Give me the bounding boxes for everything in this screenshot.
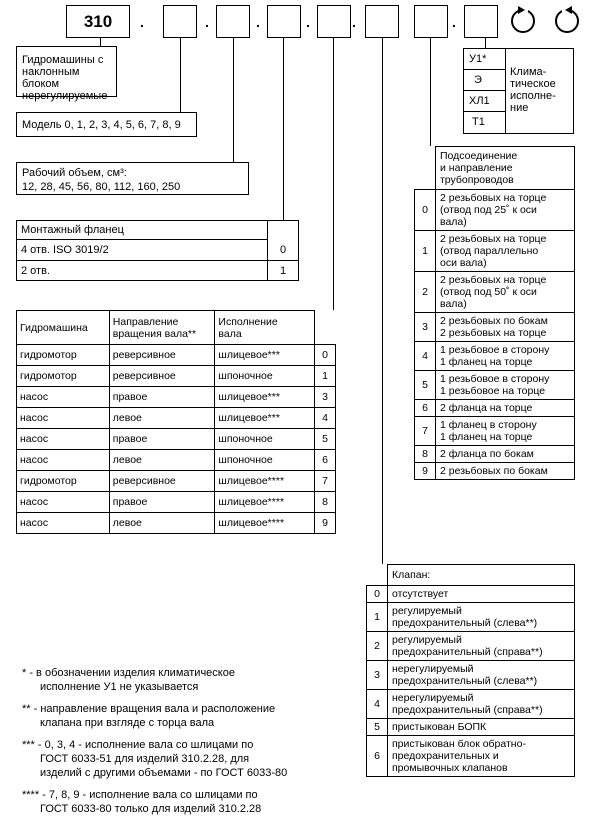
direction-cell: левое bbox=[109, 450, 215, 471]
connection-description-line: 2 фланца на торце bbox=[440, 402, 533, 414]
flange-row-code-1: 1 bbox=[279, 265, 287, 277]
connection-header-l2: и направление bbox=[440, 162, 513, 174]
shaft-cell: шпоночное bbox=[215, 450, 315, 471]
hydro-type-box bbox=[16, 46, 117, 102]
connection-code: 1 bbox=[415, 231, 436, 272]
connection-description-line: 2 резьбовых на торце bbox=[440, 274, 547, 286]
connection-description-line: 1 резьбовое в сторону bbox=[440, 373, 550, 385]
connection-table bbox=[414, 146, 575, 480]
machine-header-machine bbox=[17, 311, 110, 345]
machine-header-shaft bbox=[215, 311, 315, 345]
direction-cell: реверсивное bbox=[109, 471, 215, 492]
connection-description bbox=[436, 463, 575, 480]
code-cell: 7 bbox=[315, 471, 336, 492]
valve-description-line: нерегулируемый bbox=[392, 663, 474, 675]
connection-row bbox=[415, 342, 575, 371]
valve-description bbox=[388, 586, 575, 603]
connection-description-line: 1 резьбовое на торце bbox=[440, 385, 546, 397]
direction-cell: правое bbox=[109, 429, 215, 450]
footnote-4 bbox=[22, 788, 362, 816]
direction-cell: левое bbox=[109, 513, 215, 534]
connection-row bbox=[415, 231, 575, 272]
connection-code: 2 bbox=[415, 272, 436, 313]
valve-description-line: пристыкован блок обратно- bbox=[392, 738, 526, 750]
footnote-4-l1: **** - 7, 8, 9 - исполнение вала со шлицами по bbox=[22, 789, 258, 801]
connection-row bbox=[415, 463, 575, 480]
connection-header bbox=[436, 147, 575, 190]
code-slot-valve bbox=[365, 5, 399, 38]
valve-header: Клапан: bbox=[388, 565, 575, 586]
machine-table-row bbox=[17, 345, 336, 366]
connection-row bbox=[415, 190, 575, 231]
footnote-1-l1: * - в обозначении изделия климатическое bbox=[22, 667, 235, 679]
code-slot-connection bbox=[414, 5, 448, 38]
connection-row bbox=[415, 313, 575, 342]
machine-table-row bbox=[17, 408, 336, 429]
code-slot-climate bbox=[464, 5, 498, 38]
flange-title: Монтажный фланец bbox=[21, 224, 124, 236]
flange-row-label-0: 4 отв. ISO 3019/2 bbox=[21, 244, 109, 256]
climate-label-line1: Клима- bbox=[510, 66, 547, 78]
code-slot-model bbox=[163, 5, 197, 38]
valve-row bbox=[367, 690, 575, 719]
connection-description-line: 1 фланец на торце bbox=[440, 431, 533, 443]
machine-table-row bbox=[17, 450, 336, 471]
valve-code: 5 bbox=[367, 719, 388, 736]
climate-code-2: ХЛ1 bbox=[469, 95, 490, 107]
climate-row-sep-3 bbox=[463, 111, 506, 112]
connection-code: 7 bbox=[415, 417, 436, 446]
connection-row bbox=[415, 272, 575, 313]
machine-table-header bbox=[17, 311, 336, 345]
connection-description-line: 1 резьбовое в сторону bbox=[440, 344, 550, 356]
machine-table-row bbox=[17, 513, 336, 534]
connection-description-line: (отвод под 25˚ к оси bbox=[440, 204, 537, 216]
model-text: Модель 0, 1, 2, 3, 4, 5, 6, 7, 8, 9 bbox=[22, 119, 181, 131]
valve-description-line: предохранительный (справа**) bbox=[392, 704, 543, 716]
connection-description-line: 2 резьбовых по бокам bbox=[440, 315, 548, 327]
code-cell: 9 bbox=[315, 513, 336, 534]
climate-code-0: У1* bbox=[469, 53, 487, 65]
code-dot-2: . bbox=[205, 14, 209, 30]
climate-label-line2: тическое bbox=[510, 78, 556, 90]
code-dot-5: . bbox=[352, 14, 356, 30]
direction-cell: левое bbox=[109, 408, 215, 429]
connection-description-line: 2 фланца по бокам bbox=[440, 448, 534, 460]
model-box bbox=[16, 112, 197, 137]
footnote-3 bbox=[22, 738, 362, 780]
valve-description bbox=[388, 661, 575, 690]
valve-description-line: пристыкован БОПК bbox=[392, 721, 487, 733]
connection-code: 9 bbox=[415, 463, 436, 480]
valve-description-line: предохранительный (слева**) bbox=[392, 675, 538, 687]
connection-header-l1: Подсоединение bbox=[440, 150, 518, 162]
machine-header-code bbox=[315, 311, 336, 345]
footnote-4-l2: ГОСТ 6033-80 только для изделий 310.2.28 bbox=[40, 803, 262, 815]
direction-cell: правое bbox=[109, 492, 215, 513]
connection-code: 0 bbox=[415, 190, 436, 231]
connector-v-connection bbox=[430, 38, 431, 146]
machine-table-row bbox=[17, 387, 336, 408]
code-dot-3: . bbox=[256, 14, 260, 30]
flange-divider-2 bbox=[16, 260, 299, 261]
connection-description-line: 2 резьбовых на торце bbox=[440, 192, 547, 204]
connection-description bbox=[436, 272, 575, 313]
connection-description-line: (отвод под 50˚ к оси bbox=[440, 286, 537, 298]
rotate-ccw-icon bbox=[508, 3, 538, 37]
code-cell: 0 bbox=[315, 345, 336, 366]
valve-header-empty bbox=[367, 565, 388, 586]
climate-label bbox=[510, 66, 556, 114]
valve-code: 6 bbox=[367, 736, 388, 777]
footnote-3-l1: *** - 0, 3, 4 - исполнение вала со шлицами по bbox=[22, 739, 254, 751]
valve-code: 2 bbox=[367, 632, 388, 661]
shaft-cell: шлицевое*** bbox=[215, 387, 315, 408]
connector-v-volume bbox=[233, 38, 234, 162]
footnote-2 bbox=[22, 702, 362, 730]
connector-v-valve bbox=[382, 38, 383, 564]
connector-v-shaft bbox=[333, 38, 334, 310]
machine-cell: гидромотор bbox=[17, 471, 110, 492]
machine-table-row bbox=[17, 366, 336, 387]
connector-v-prefix bbox=[100, 38, 101, 46]
machine-table-row bbox=[17, 429, 336, 450]
connection-code: 3 bbox=[415, 313, 436, 342]
shaft-cell: шлицевое**** bbox=[215, 471, 315, 492]
code-prefix: 310 bbox=[83, 12, 113, 31]
code-slot-shaft bbox=[317, 5, 351, 38]
valve-description-line: предохранительных и bbox=[392, 750, 499, 762]
valve-table bbox=[366, 564, 575, 777]
machine-cell: насос bbox=[17, 450, 110, 471]
valve-row bbox=[367, 661, 575, 690]
machine-cell: насос bbox=[17, 408, 110, 429]
volume-values: 12, 28, 45, 56, 80, 112, 160, 250 bbox=[22, 181, 181, 193]
machine-cell: гидромотор bbox=[17, 345, 110, 366]
hydro-type-line2: наклонным блоком bbox=[22, 66, 80, 90]
valve-row bbox=[367, 603, 575, 632]
machine-header-direction bbox=[109, 311, 215, 345]
connection-code: 5 bbox=[415, 371, 436, 400]
valve-description-line: регулируемый bbox=[392, 605, 462, 617]
connection-description bbox=[436, 371, 575, 400]
code-cell: 1 bbox=[315, 366, 336, 387]
connection-row bbox=[415, 371, 575, 400]
valve-row bbox=[367, 632, 575, 661]
connection-description-line: (отвод параллельно bbox=[440, 245, 539, 257]
flange-row-label-1: 2 отв. bbox=[21, 265, 50, 277]
footnote-2-l1: ** - направление вращения вала и расположение bbox=[22, 703, 276, 715]
shaft-cell: шлицевое**** bbox=[215, 492, 315, 513]
valve-code: 3 bbox=[367, 661, 388, 690]
connection-description-line: 1 фланец в сторону bbox=[440, 419, 537, 431]
direction-cell: реверсивное bbox=[109, 366, 215, 387]
valve-row bbox=[367, 719, 575, 736]
connection-row bbox=[415, 446, 575, 463]
climate-row-sep-2 bbox=[463, 90, 506, 91]
footnote-1-l2: исполнение У1 не указывается bbox=[40, 681, 199, 693]
shaft-cell: шпоночное bbox=[215, 366, 315, 387]
climate-divider bbox=[505, 48, 506, 134]
connection-header-empty bbox=[415, 147, 436, 190]
flange-row-code-0: 0 bbox=[279, 244, 287, 256]
valve-description-line: отсутствует bbox=[392, 588, 449, 600]
connector-v-flange bbox=[283, 38, 284, 220]
code-dot-1: . bbox=[140, 14, 144, 30]
valve-table-header bbox=[367, 565, 575, 586]
valve-description-line: регулируемый bbox=[392, 634, 462, 646]
connection-description-line: вала) bbox=[440, 216, 467, 228]
footnote-1 bbox=[22, 666, 362, 694]
connector-v-model bbox=[180, 38, 181, 112]
valve-code: 1 bbox=[367, 603, 388, 632]
hydro-type-line1: Гидромашины с bbox=[22, 54, 104, 66]
code-cell: 5 bbox=[315, 429, 336, 450]
valve-row bbox=[367, 586, 575, 603]
connection-description bbox=[436, 400, 575, 417]
connection-code: 4 bbox=[415, 342, 436, 371]
connection-header-l3: трубопроводов bbox=[440, 174, 514, 186]
connection-row bbox=[415, 400, 575, 417]
connection-row bbox=[415, 417, 575, 446]
machine-table-row bbox=[17, 492, 336, 513]
connection-description bbox=[436, 231, 575, 272]
machine-header-direction-l2: вращения вала** bbox=[112, 327, 197, 340]
connection-description-line: вала) bbox=[440, 298, 467, 310]
climate-label-line4: ние bbox=[510, 102, 529, 114]
footnote-2-l2: клапана при взгляде с торца вала bbox=[40, 717, 215, 729]
machine-cell: насос bbox=[17, 513, 110, 534]
connection-code: 8 bbox=[415, 446, 436, 463]
connection-description bbox=[436, 190, 575, 231]
flange-divider-1 bbox=[16, 239, 267, 240]
footnote-3-l2: ГОСТ 6033-51 для изделий 310.2.28, для bbox=[40, 753, 250, 765]
valve-description bbox=[388, 632, 575, 661]
connector-v-climate bbox=[485, 38, 486, 48]
machine-cell: насос bbox=[17, 387, 110, 408]
climate-label-line3: исполне- bbox=[510, 90, 556, 102]
code-cell: 3 bbox=[315, 387, 336, 408]
hydro-type-line3: нерегулируемые bbox=[22, 90, 108, 102]
machine-table bbox=[16, 310, 336, 534]
connection-description-line: 2 резьбовых на торце bbox=[440, 327, 547, 339]
code-dot-4: . bbox=[306, 14, 310, 30]
machine-header-direction-l1: Направление bbox=[112, 315, 179, 328]
machine-table-row bbox=[17, 471, 336, 492]
machine-header-shaft-l2: вала bbox=[218, 327, 242, 340]
code-slot-flange bbox=[267, 5, 301, 38]
connection-table-header bbox=[415, 147, 575, 190]
shaft-cell: шпоночное bbox=[215, 429, 315, 450]
shaft-cell: шлицевое*** bbox=[215, 408, 315, 429]
valve-description-line: промывочных клапанов bbox=[392, 762, 508, 774]
volume-box bbox=[16, 162, 249, 195]
footnotes bbox=[22, 666, 362, 816]
code-cell: 8 bbox=[315, 492, 336, 513]
machine-header-machine-text: Гидромашина bbox=[20, 321, 88, 334]
valve-code: 4 bbox=[367, 690, 388, 719]
code-cell: 4 bbox=[315, 408, 336, 429]
code-dot-6: . bbox=[452, 14, 456, 30]
connection-description-line: оси вала) bbox=[440, 257, 487, 269]
valve-description bbox=[388, 719, 575, 736]
connection-description bbox=[436, 342, 575, 371]
direction-cell: реверсивное bbox=[109, 345, 215, 366]
climate-code-3: Т1 bbox=[472, 116, 485, 128]
valve-description bbox=[388, 736, 575, 777]
direction-cell: правое bbox=[109, 387, 215, 408]
connection-description-line: 2 резьбовых на торце bbox=[440, 233, 547, 245]
machine-cell: насос bbox=[17, 492, 110, 513]
valve-description bbox=[388, 690, 575, 719]
code-prefix-box bbox=[66, 5, 130, 38]
valve-code: 0 bbox=[367, 586, 388, 603]
valve-description-line: предохранительный (слева**) bbox=[392, 617, 538, 629]
climate-row-sep-1 bbox=[463, 69, 506, 70]
machine-cell: гидромотор bbox=[17, 366, 110, 387]
valve-description-line: предохранительный (справа**) bbox=[392, 646, 543, 658]
connection-code: 6 bbox=[415, 400, 436, 417]
connection-description bbox=[436, 446, 575, 463]
valve-description-line: нерегулируемый bbox=[392, 692, 474, 704]
code-cell: 6 bbox=[315, 450, 336, 471]
valve-description bbox=[388, 603, 575, 632]
connection-description-line: 1 фланец на торце bbox=[440, 356, 533, 368]
connection-description bbox=[436, 417, 575, 446]
connection-description bbox=[436, 313, 575, 342]
connection-description-line: 2 резьбовых по бокам bbox=[440, 465, 548, 477]
machine-header-shaft-l1: Исполнение bbox=[218, 315, 278, 328]
code-slot-volume bbox=[216, 5, 250, 38]
climate-code-1: Э bbox=[474, 74, 482, 86]
footnote-3-l3: изделий с другими объемами - по ГОСТ 6033-80 bbox=[40, 767, 288, 779]
shaft-cell: шлицевое**** bbox=[215, 513, 315, 534]
rotate-cw-icon bbox=[552, 3, 582, 37]
volume-label: Рабочий объем, см³: bbox=[22, 167, 127, 179]
shaft-cell: шлицевое*** bbox=[215, 345, 315, 366]
valve-row bbox=[367, 736, 575, 777]
machine-cell: насос bbox=[17, 429, 110, 450]
